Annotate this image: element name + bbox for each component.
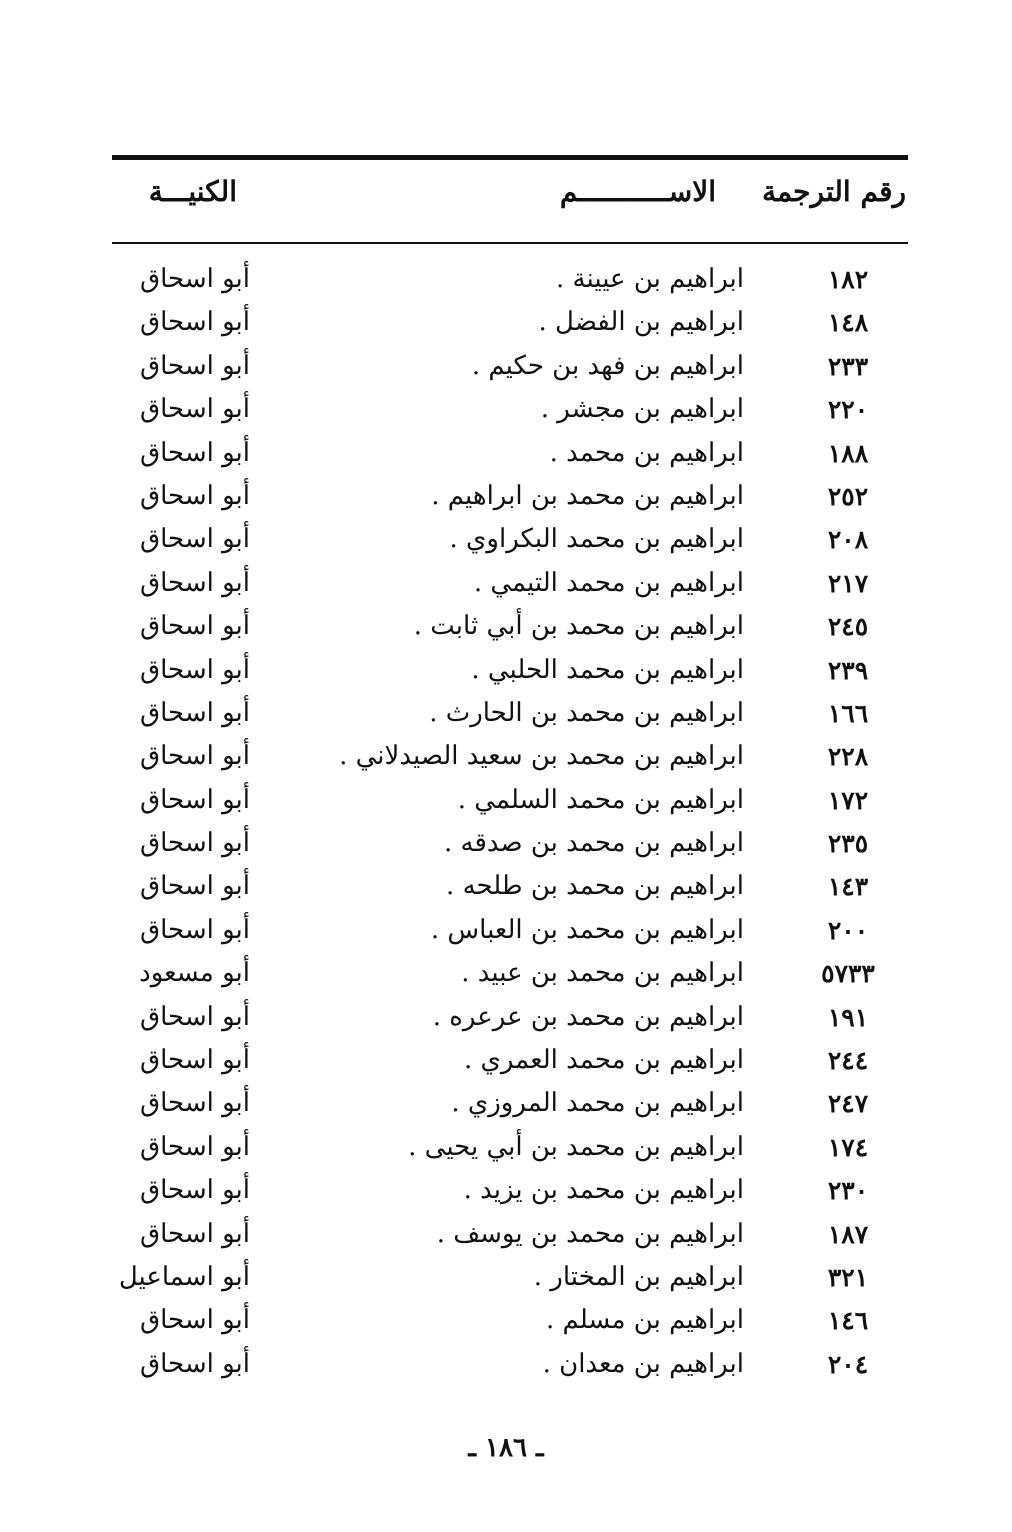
- entry-kunya: أبو اسحاق: [139, 264, 250, 294]
- entry-name: ابراهيم بن معدان .: [542, 1348, 744, 1379]
- entry-number: ١٨٨: [827, 438, 869, 468]
- table-row: [0, 1343, 1012, 1386]
- table-row: [0, 475, 1012, 518]
- entry-name: ابراهيم بن محمد البكراوي .: [449, 524, 744, 555]
- entry-name: ابراهيم بن محمد التيمي .: [473, 567, 744, 598]
- entry-kunya: أبو اسحاق: [139, 1218, 250, 1249]
- table-row: [0, 562, 1012, 605]
- entry-kunya: أبو اسحاق: [139, 784, 250, 815]
- table-row: [0, 432, 1012, 475]
- entry-name: ابراهيم بن محمد بن الحارث .: [429, 697, 744, 728]
- entry-name: ابراهيم بن محمد بن سعيد الصيدلاني .: [339, 741, 744, 772]
- table-row: [0, 605, 1012, 648]
- entry-kunya: أبو اسحاق: [139, 741, 250, 772]
- entry-name: ابراهيم بن محمد بن أبي ثابت .: [413, 611, 744, 642]
- table-row: [0, 258, 1012, 301]
- entry-name: ابراهيم بن محمد السلمي .: [457, 784, 744, 815]
- entry-name: ابراهيم بن فهد بن حكيم .: [471, 350, 744, 381]
- entry-number: ٢٣٥: [827, 829, 869, 859]
- entry-kunya: أبو اسحاق: [139, 697, 250, 728]
- entry-kunya: أبو اسحاق: [139, 871, 250, 902]
- table-row: [0, 909, 1012, 952]
- entry-number: ٢٠٠: [827, 915, 869, 945]
- table-row: [0, 1213, 1012, 1256]
- table-row: [0, 1126, 1012, 1169]
- entry-name: ابراهيم بن محمد بن أبي يحيى .: [408, 1131, 744, 1162]
- entry-number: ١٤٨: [827, 308, 869, 338]
- table-row: [0, 692, 1012, 735]
- entry-number: ١٧٤: [827, 1132, 869, 1162]
- entry-name: ابراهيم بن محمد بن العباس .: [430, 914, 744, 945]
- entry-kunya: أبو اسحاق: [139, 1175, 250, 1206]
- entry-kunya: أبو اسحاق: [139, 914, 250, 945]
- entry-kunya: أبو اسحاق: [139, 567, 250, 598]
- entry-kunya: أبو اسماعيل: [118, 1261, 250, 1292]
- entry-name: ابراهيم بن مسلم .: [545, 1305, 744, 1336]
- entry-kunya: أبو اسحاق: [139, 350, 250, 381]
- entry-kunya: أبو اسحاق: [139, 611, 250, 642]
- entry-number: ٣٢١: [827, 1262, 869, 1292]
- entry-number: ٢٥٢: [827, 481, 869, 511]
- table-row: [0, 1082, 1012, 1125]
- entry-name: ابراهيم بن محمد بن يوسف .: [436, 1218, 744, 1249]
- table-row: [0, 301, 1012, 344]
- table-row: [0, 996, 1012, 1039]
- entry-name: ابراهيم بن الفضل .: [538, 307, 744, 338]
- header-number: رقم الترجمة: [761, 175, 906, 208]
- entry-number: ٥٧٣٣: [821, 959, 875, 989]
- entry-kunya: أبو اسحاق: [139, 307, 250, 338]
- entry-kunya: أبو اسحاق: [139, 1131, 250, 1162]
- entry-kunya: أبو اسحاق: [139, 394, 250, 425]
- table-row: [0, 345, 1012, 388]
- entry-kunya: أبو اسحاق: [139, 1348, 250, 1379]
- entry-name: ابراهيم بن محمد المروزي .: [451, 1088, 744, 1119]
- entry-kunya: أبو اسحاق: [139, 1045, 250, 1076]
- entry-kunya: أبو مسعود: [139, 958, 250, 989]
- entry-name: ابراهيم بن محمد بن عبيد .: [461, 958, 744, 989]
- entry-kunya: أبو اسحاق: [139, 1088, 250, 1119]
- entries-table: [0, 258, 1012, 1386]
- entry-number: ١٧٢: [827, 785, 869, 815]
- table-row: [0, 952, 1012, 995]
- entry-name: ابراهيم بن محمد بن ابراهيم .: [431, 480, 744, 511]
- page-number: ـ ١٨٦ ـ: [468, 1433, 544, 1463]
- entry-name: ابراهيم بن محمد بن صدقه .: [443, 828, 744, 859]
- table-row: [0, 1256, 1012, 1299]
- entry-name: ابراهيم بن عيينة .: [556, 264, 744, 294]
- table-row: [0, 649, 1012, 692]
- entry-number: ١٨٧: [827, 1219, 869, 1249]
- entry-number: ٢٠٤: [827, 1349, 869, 1379]
- entry-name: ابراهيم بن محمد الحلبي .: [471, 654, 744, 685]
- table-row: [0, 865, 1012, 908]
- entry-number: ١٦٦: [827, 698, 869, 728]
- entry-kunya: أبو اسحاق: [139, 480, 250, 511]
- entry-number: ١٩١: [827, 1002, 869, 1032]
- entry-number: ٢٢٨: [827, 742, 869, 772]
- entry-name: ابراهيم بن المختار .: [533, 1261, 744, 1292]
- table-row: [0, 735, 1012, 778]
- entry-number: ١٨٢: [827, 265, 869, 294]
- entry-name: ابراهيم بن محمد العمري .: [463, 1045, 744, 1076]
- header-name: الاســـــــــــم: [559, 175, 716, 208]
- entry-number: ٢٣٩: [827, 655, 869, 685]
- entry-kunya: أبو اسحاق: [139, 1305, 250, 1336]
- top-rule: [112, 155, 908, 160]
- header-rule: [112, 242, 908, 244]
- entry-name: ابراهيم بن مجشر .: [540, 394, 744, 425]
- entry-number: ٢٢٠: [827, 395, 869, 425]
- table-row: [0, 388, 1012, 431]
- entry-number: ٢٤٥: [827, 612, 869, 642]
- entry-name: ابراهيم بن محمد .: [549, 437, 744, 468]
- table-row: [0, 518, 1012, 561]
- header-kunya: الكنيـــة: [148, 175, 237, 208]
- table-row: [0, 1169, 1012, 1212]
- table-row: [0, 1039, 1012, 1082]
- entry-name: ابراهيم بن محمد بن يزيد .: [463, 1175, 744, 1206]
- entry-number: ٢٣٠: [827, 1176, 869, 1206]
- entry-name: ابراهيم بن محمد بن عرعره .: [432, 1001, 744, 1032]
- entry-number: ٢٤٤: [827, 1046, 869, 1076]
- entry-number: ٢٤٧: [827, 1089, 869, 1119]
- entry-number: ٢٠٨: [827, 525, 869, 555]
- entry-name: ابراهيم بن محمد بن طلحه .: [446, 871, 744, 902]
- table-row: [0, 822, 1012, 865]
- entry-kunya: أبو اسحاق: [139, 524, 250, 555]
- entry-kunya: أبو اسحاق: [139, 437, 250, 468]
- table-row: [0, 779, 1012, 822]
- entry-kunya: أبو اسحاق: [139, 654, 250, 685]
- entry-number: ٢١٧: [827, 568, 869, 598]
- entry-kunya: أبو اسحاق: [139, 1001, 250, 1032]
- entry-number: ١٤٣: [827, 872, 869, 902]
- entry-kunya: أبو اسحاق: [139, 828, 250, 859]
- table-row: [0, 1299, 1012, 1342]
- entry-number: ٢٣٣: [827, 351, 869, 381]
- entry-number: ١٤٦: [827, 1306, 869, 1336]
